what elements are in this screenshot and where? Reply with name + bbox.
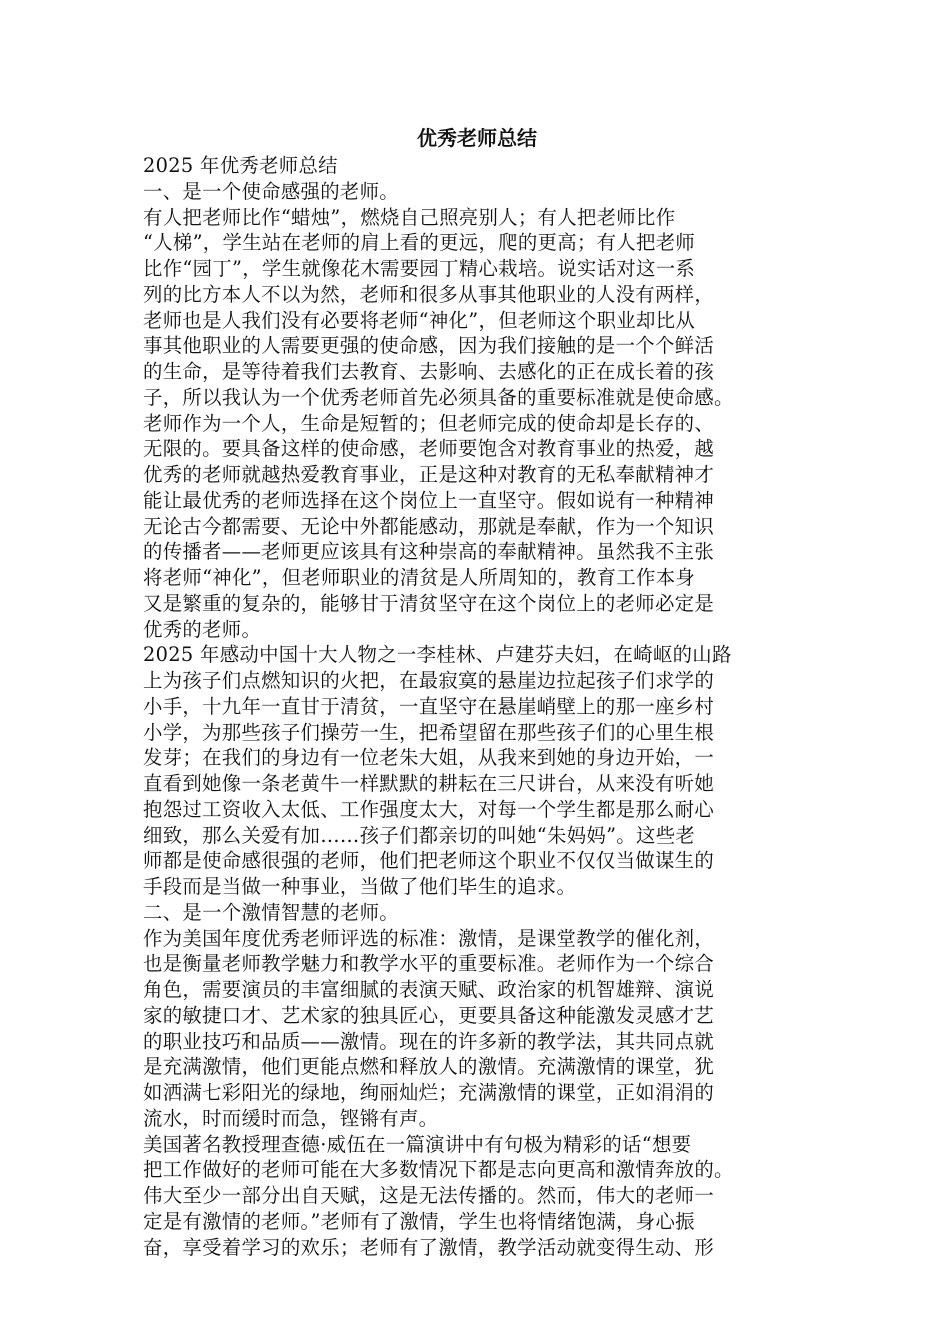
body-line: 上为孩子们点燃知识的火把，在最寂寞的悬崖边拉起孩子们求学的 [143, 669, 715, 692]
body-line: 如洒满七彩阳光的绿地，绚丽灿烂；充满激情的课堂，正如涓涓的 [143, 1081, 715, 1104]
body-line: 比作“园丁”，学生就像花木需要园丁精心栽培。说实话对这一系 [143, 257, 696, 280]
body-line: 优秀的老师。 [143, 617, 262, 641]
body-line: 无论古今都需要、无论中外都能感动，那就是奉献，作为一个知识 [143, 514, 715, 538]
body-line: 老师作为一个人，生命是短暂的；但老师完成的使命却是长存的、 [143, 411, 715, 435]
body-line: 列的比方本人不以为然，老师和很多从事其他职业的人没有两样， [143, 282, 715, 306]
body-line: 流水，时而缓时而急，铿锵有声。 [143, 1106, 439, 1130]
body-line: 家的敏捷口才、艺术家的独具匠心，更要具备这种能激发灵感才艺 [143, 1003, 715, 1027]
body-line: 伟大至少一部分出自天赋，这是无法传播的。然而，伟大的老师一 [143, 1184, 715, 1207]
body-line: 的职业技巧和品质——激情。现在的许多新的教学法，其共同点就 [143, 1029, 715, 1053]
body-line: 优秀的老师就越热爱教育事业，正是这种对教育的无私奉献精神才 [143, 463, 715, 486]
body-line: 作为美国年度优秀老师评选的标准：激情，是课堂教学的催化剂， [143, 926, 715, 950]
body-line: 老师也是人我们没有必要将老师“神化”，但老师这个职业却比从 [143, 308, 696, 332]
body-line: 将老师“神化”，但老师职业的清贫是人所周知的，教育工作本身 [143, 566, 696, 589]
body-line: 2025 年优秀老师总结 [143, 154, 338, 177]
body-line: 子，所以我认为一个优秀老师首先必须具备的重要标准就是使命感。 [143, 385, 734, 409]
body-line: 师都是使命感很强的老师，他们把老师这个职业不仅仅当做谋生的 [143, 849, 715, 873]
body-line: 能让最优秀的老师选择在这个岗位上一直坚守。假如说有一种精神 [143, 488, 715, 512]
body-line: 直看到她像一条老黄牛一样默默的耕耘在三尺讲台，从来没有听她 [143, 772, 715, 795]
body-line: 2025 年感动中国十大人物之一李桂林、卢建芬夫妇，在崎岖的山路 [143, 643, 732, 667]
body-line: 把工作做好的老师可能在大多数情况下都是志向更高和激情奔放的。 [143, 1158, 734, 1182]
body-line: 发芽；在我们的身边有一位老朱大姐，从我来到她的身边开始，一 [143, 746, 715, 770]
body-line: 细致，那么关爱有加……孩子们都亲切的叫她“朱妈妈”。这些老 [143, 823, 696, 847]
body-line: 无限的。要具备这样的使命感，老师要饱含对教育事业的热爱，越 [143, 437, 715, 461]
body-line: 手段而是当做一种事业，当做了他们毕生的追求。 [143, 875, 577, 898]
document-title: 优秀老师总结 [417, 126, 537, 150]
body-line: 是充满激情，他们更能点燃和释放人的激情。充满激情的课堂，犹 [143, 1055, 715, 1079]
body-line: 的传播者——老师更应该具有这种崇高的奉献精神。虽然我不主张 [143, 540, 715, 564]
body-line: 二、是一个激情智慧的老师。 [143, 900, 399, 924]
body-line: 一、是一个使命感强的老师。 [143, 179, 399, 203]
body-line: 的生命，是等待着我们去教育、去影响、去感化的正在成长着的孩 [143, 360, 715, 383]
document-body [143, 153, 809, 1260]
body-line: 事其他职业的人需要更强的使命感，因为我们接触的是一个个鲜活 [143, 334, 715, 358]
body-line: 小学，为那些孩子们操劳一生，把希望留在那些孩子们的心里生根 [143, 720, 715, 744]
body-line: “人梯”，学生站在老师的肩上看的更远，爬的更高；有人把老师 [143, 231, 696, 255]
body-line: 奋，享受着学习的欢乐；老师有了激情，教学活动就变得生动、形 [143, 1235, 715, 1259]
body-line: 美国著名教授理查德·威伍在一篇演讲中有句极为精彩的话“想要 [143, 1132, 692, 1156]
body-line: 抱怨过工资收入太低、工作强度太大，对每一个学生都是那么耐心 [143, 797, 715, 821]
body-line: 有人把老师比作“蜡烛”，燃烧自己照亮别人；有人把老师比作 [143, 205, 676, 229]
body-line: 小手，十九年一直甘于清贫，一直坚守在悬崖峭壁上的那一座乡村 [143, 694, 715, 718]
body-line: 定是有激情的老师。”老师有了激情，学生也将情绪饱满，身心振 [143, 1209, 695, 1233]
document-page [143, 123, 809, 1260]
body-line: 也是衡量老师教学魅力和教学水平的重要标准。老师作为一个综合 [143, 952, 715, 976]
body-line: 又是繁重的复杂的，能够甘于清贫坚守在这个岗位上的老师必定是 [143, 591, 715, 615]
body-line: 角色，需要演员的丰富细腻的表演天赋、政治家的机智雄辩、演说 [143, 978, 715, 1001]
